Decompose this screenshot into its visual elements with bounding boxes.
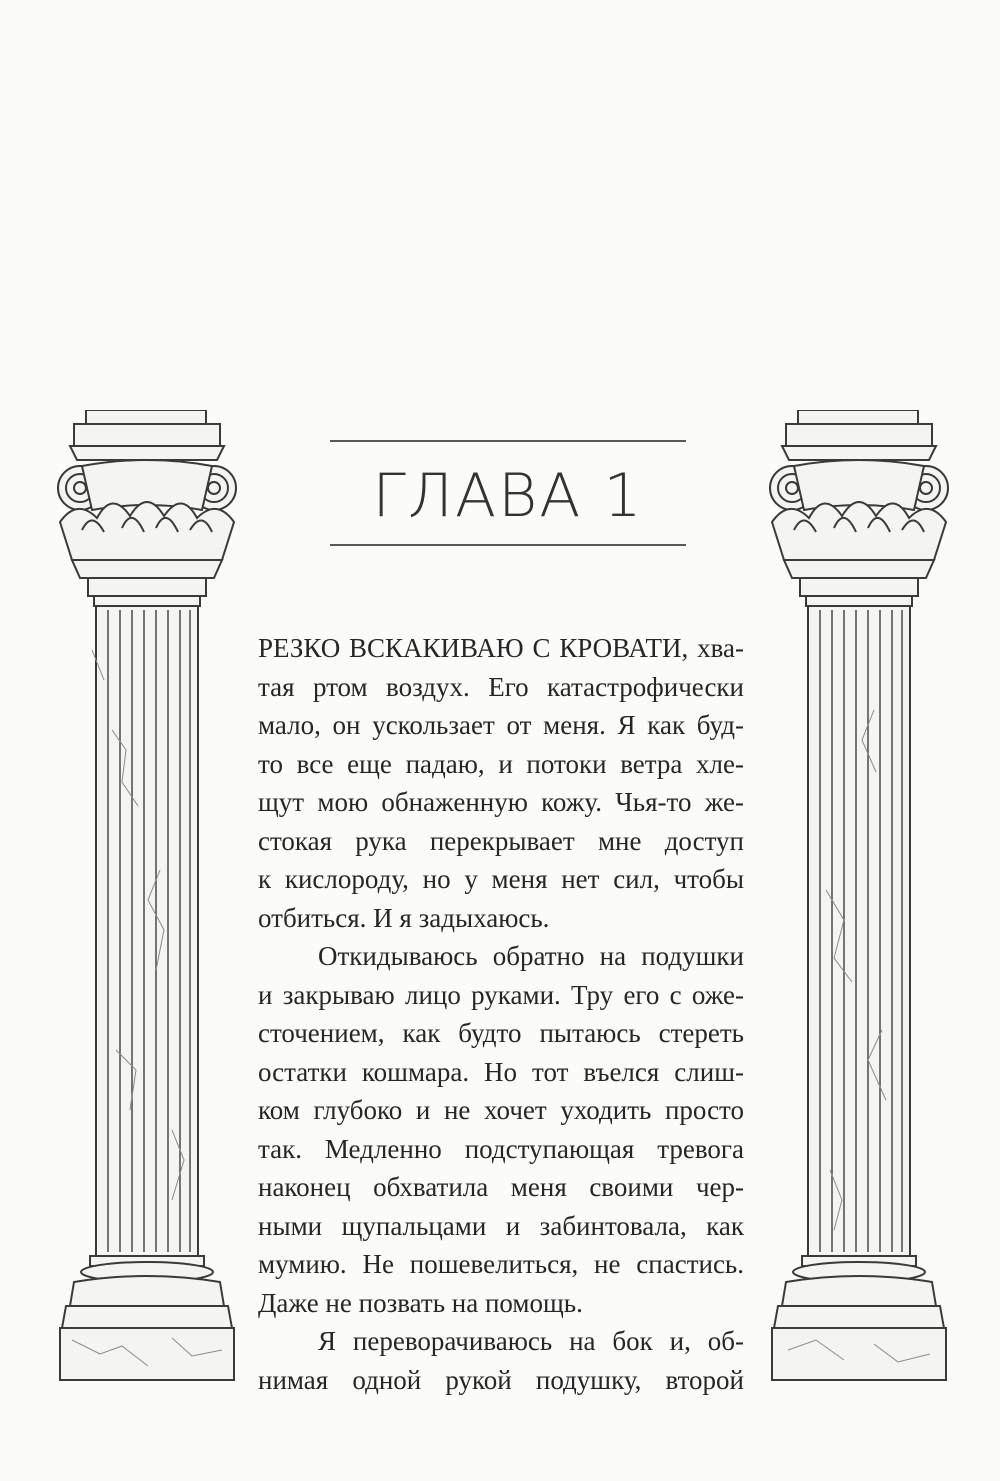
- text-line: стокая рука перекрывает мне доступ: [258, 825, 744, 856]
- text-line: сточением, как будто пытаюсь стереть: [258, 1018, 744, 1048]
- text-line: и закрываю лицо руками. Тру его с оже-: [258, 979, 744, 1010]
- text-line: щут мою обнаженную кожу. Чья-то же-: [258, 787, 744, 817]
- text-line: РЕЗКО ВСКАКИВАЮ С КРОВАТИ, хва-: [258, 633, 744, 663]
- text-line: Даже не позвать на помощь.: [258, 1287, 583, 1318]
- text-line: мало, он ускользает от меня. Я как буд-: [258, 710, 744, 740]
- text-line: отбиться. И я задыхаюсь.: [258, 902, 550, 933]
- text-line: к кислороду, но у меня нет сил, чтобы: [258, 864, 744, 894]
- text-line: ком глубоко и не хочет уходить просто: [258, 1095, 744, 1125]
- chapter-title: ГЛАВА 1: [372, 461, 644, 531]
- text-line: Я переворачиваюсь на бок и, об-: [318, 1326, 744, 1356]
- right-column-illustration: [764, 410, 954, 1385]
- text-line: ными щупальцами и забинтовала, как: [258, 1210, 744, 1241]
- text-line: наконец обхватила меня своими чер-: [258, 1172, 744, 1202]
- heading-rule-top: [330, 440, 686, 442]
- text-line: Откидываюсь обратно на подушки: [318, 941, 744, 971]
- text-line: мумию. Не пошевелиться, не спастись.: [258, 1249, 744, 1279]
- text-line: нимая одной рукой подушку, второй: [258, 1364, 744, 1395]
- text-line: тая ртом воздух. Его катастрофически: [258, 671, 744, 702]
- chapter-body-text: [258, 629, 744, 1399]
- heading-rule-bottom: [330, 544, 686, 546]
- text-line: то все еще падаю, и потоки ветра хле-: [258, 748, 744, 779]
- left-column-illustration: [52, 410, 242, 1385]
- text-line: остатки кошмара. Но тот въелся слиш-: [258, 1056, 744, 1087]
- text-line: так. Медленно подступающая тревога: [258, 1133, 744, 1164]
